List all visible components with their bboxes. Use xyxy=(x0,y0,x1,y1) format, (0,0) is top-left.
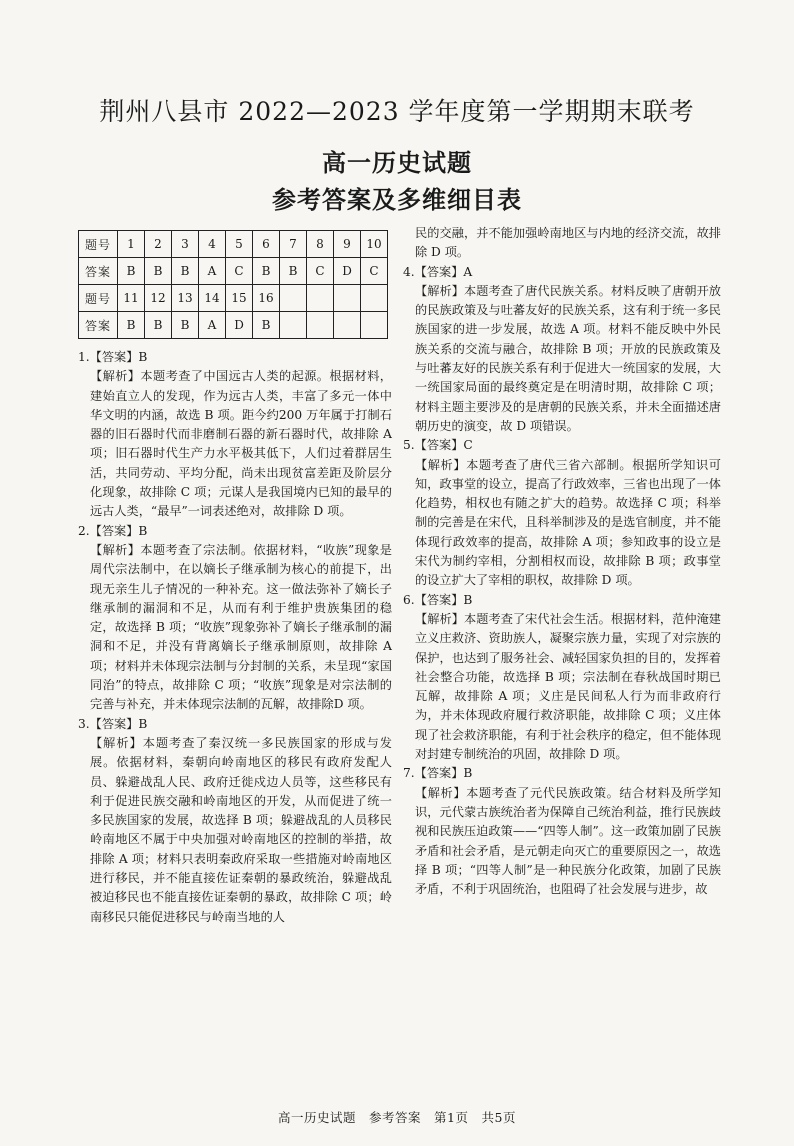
question-number xyxy=(334,285,361,312)
answer-cell: C xyxy=(361,258,388,285)
question-number: 14 xyxy=(199,285,226,312)
answer-table xyxy=(78,230,388,339)
answer-cell: B xyxy=(172,258,199,285)
question-number: 5 xyxy=(226,231,253,258)
row-label: 答案 xyxy=(79,258,118,285)
explanation-4: 【解析】本题考查了唐代民族关系。材料反映了唐朝开放的民族政策及与吐蕃友好的民族关系，这有利于统一多民族国家的进一步发展，故选 A 项。材料不能反映中外民族关系的交流与融合，故排除 B 项；开放的民族政策及与吐蕃友好的民族关系有利于促进大一统国家的发展，大一统国家局面的最终奠定是在明清时期，故排除 C 项；材料主题主要涉及的是唐朝的民族关系，并未全面描述唐朝历史的演变，故 D 项错误。 xyxy=(415,283,721,433)
answer-cell: C xyxy=(307,258,334,285)
row-label: 题号 xyxy=(79,231,118,258)
question-number: 3. xyxy=(78,716,90,731)
question-number: 2. xyxy=(78,523,90,538)
question-number: 4 xyxy=(199,231,226,258)
answer-cell: B xyxy=(253,312,280,339)
answer-label: 【答案】B xyxy=(414,766,473,781)
question-number xyxy=(307,285,334,312)
explanation-2: 【解析】本题考查了宗法制。依据材料，“收族”现象是周代宗法制中，在以嫡长子继承制为核心的前提下，出现无亲生儿子情况的一种补充。这一做法弥补了嫡长子继承制的漏洞和不足，从而有利于维护贵族集团的稳定，故选择 B 项；“收族”现象弥补了嫡长子继承制的漏洞和不足，并没有背离嫡长子继承制原则，故排除 A 项；材料并未体现宗法制与分封制的关系，未呈现“家国同治”的特点，故排除 C 项；“收族”现象是对宗法制的完善与补充，并未体现宗法制的瓦解，故排除D 项。 xyxy=(90,542,392,712)
question-number: 13 xyxy=(172,285,199,312)
question-number: 1 xyxy=(118,231,145,258)
answer-line-7 xyxy=(403,764,721,783)
answer-cell: A xyxy=(199,258,226,285)
answer-cell: B xyxy=(145,312,172,339)
answer-cell: B xyxy=(118,312,145,339)
question-number xyxy=(361,285,388,312)
page-footer: 高一历史试题 参考答案 第1页 共5页 xyxy=(278,1110,516,1125)
explanation-5: 【解析】本题考查了唐代三省六部制。根据所学知识可知，政事堂的设立，提高了行政效率，三省也出现了一体化趋势，相权也有随之扩大的趋势。故选择 C 项；科举制的完善是在宋代，且科举制涉及的是选官制度，并不能体现行政效率的提高，故排除 A 项；参知政事的设立是宋代为制约宰相，分割相权而设，故排除 B 项；政事堂的设立扩大了宰相的职权，故排除 D 项。 xyxy=(415,457,721,588)
answer-line-3 xyxy=(78,715,392,734)
answer-line-4 xyxy=(403,263,721,282)
answer-line-5 xyxy=(403,436,721,455)
answer-label: 【答案】A xyxy=(414,264,473,279)
answer-cell: B xyxy=(280,258,307,285)
question-number: 15 xyxy=(226,285,253,312)
table-row xyxy=(79,285,388,312)
page-subtitle-2: 参考答案及多维细目表 xyxy=(272,186,522,214)
question-number: 7 xyxy=(280,231,307,258)
answer-cell: C xyxy=(226,258,253,285)
question-number: 6. xyxy=(403,592,415,607)
answer-label: 【答案】C xyxy=(414,438,473,453)
answer-cell xyxy=(307,312,334,339)
answer-cell: B xyxy=(118,258,145,285)
explanation-3-cont: 民的交融，并不能加强岭南地区与内地的经济交流，故排除 D 项。 xyxy=(415,226,721,260)
question-number: 3 xyxy=(172,231,199,258)
question-number: 11 xyxy=(118,285,145,312)
explanation-6: 【解析】本题考查了宋代社会生活。根据材料，范仲淹建立义庄救济、资助族人，凝聚宗族力量，实现了对宗族的保护，也达到了服务社会、减轻国家负担的目的，发挥着社会整合功能，故选择 B 项；宗法制在春秋战国时期已瓦解，故排除 A 项；义庄是民间私人行为而非政府行为，并未体现政府履行救济职能，故排除 C 项；义庄体现了社会救济职能，有利于社会秩序的稳定，但不能体现对封建专制统治的巩固，故排除 D 项。 xyxy=(415,611,721,762)
question-number xyxy=(280,285,307,312)
question-number: 10 xyxy=(361,231,388,258)
answer-label: 【答案】B xyxy=(89,350,148,364)
question-number: 1. xyxy=(78,350,90,364)
answer-label: 【答案】B xyxy=(89,523,148,538)
right-column xyxy=(403,224,721,899)
row-label: 答案 xyxy=(79,312,118,339)
answer-cell: B xyxy=(253,258,280,285)
answer-cell: A xyxy=(199,312,226,339)
explanation-1: 【解析】本题考查了中国远古人类的起源。根据材料，建始直立人的发现，作为远古人类，丰富了多元一体中华文明的内涵，故选 B 项。距今约200 万年属于打制石器的旧石器时代而非磨制石器的新石器时代，故排除 A 项；旧石器时代生产力水平极其低下，人们过着群居生活，共同劳动、平均分配，尚未出现贫富差距及阶层分化现象，故排除 C 项；元谋人是我国境内已知的最早的远古人类，“最早”一词表述绝对，故排除 D 项。 xyxy=(90,369,392,519)
question-number: 12 xyxy=(145,285,172,312)
answer-label: 【答案】B xyxy=(414,592,473,607)
question-number: 16 xyxy=(253,285,280,312)
question-number: 2 xyxy=(145,231,172,258)
question-number: 8 xyxy=(307,231,334,258)
question-number: 6 xyxy=(253,231,280,258)
answer-cell: B xyxy=(172,312,199,339)
table-row xyxy=(79,258,388,285)
question-number: 5. xyxy=(403,438,415,453)
answer-line-6 xyxy=(403,591,721,610)
answer-cell: D xyxy=(226,312,253,339)
answer-line-2 xyxy=(78,522,392,541)
answer-line-1 xyxy=(78,348,392,367)
explanation-3: 【解析】本题考查了秦汉统一多民族国家的形成与发展。依据材料，秦朝向岭南地区的移民有政府发配人员、躲避战乱人民、政府迁徙戍边人员等，这些移民有利于促进民族交融和岭南地区的开发，从而促进了统一多民族国家的发展，故选择 B 项；躲避战乱的人员移民岭南地区不属于中央加强对岭南地区的控制的举措，故排除 A 项；材料只表明秦政府采取一些措施对岭南地区进行移民，并不能直接佐证秦朝的暴政统治，躲避战乱被迫移民也不能直接佐证秦朝的暴政，故排除 C 项；岭南移民只能促进移民与岭南当地的人 xyxy=(90,735,392,924)
table-row xyxy=(79,312,388,339)
answer-cell: B xyxy=(145,258,172,285)
question-number: 7. xyxy=(403,766,415,781)
answer-label: 【答案】B xyxy=(89,716,148,731)
row-label: 题号 xyxy=(79,285,118,312)
answer-cell xyxy=(280,312,307,339)
table-row xyxy=(79,231,388,258)
left-column xyxy=(78,348,392,927)
question-number: 9 xyxy=(334,231,361,258)
answer-cell: D xyxy=(334,258,361,285)
answer-cell xyxy=(334,312,361,339)
page-title: 荆州八县市 2022—2023 学年度第一学期期末联考 xyxy=(99,97,695,126)
page-subtitle: 高一历史试题 xyxy=(322,149,472,177)
answer-cell xyxy=(361,312,388,339)
question-number: 4. xyxy=(403,264,415,279)
explanation-7: 【解析】本题考查了元代民族政策。结合材料及所学知识，元代蒙古族统治者为保障自己统治利益，推行民族歧视和民族压迫政策——“四等人制”。这一政策加剧了民族矛盾和社会矛盾，是元朝走向灭亡的重要原因之一，故选择 B 项；“四等人制”是一种民族分化政策，加剧了民族矛盾，不利于巩固统治，也阻碍了社会发展与进步，故 xyxy=(415,785,721,897)
